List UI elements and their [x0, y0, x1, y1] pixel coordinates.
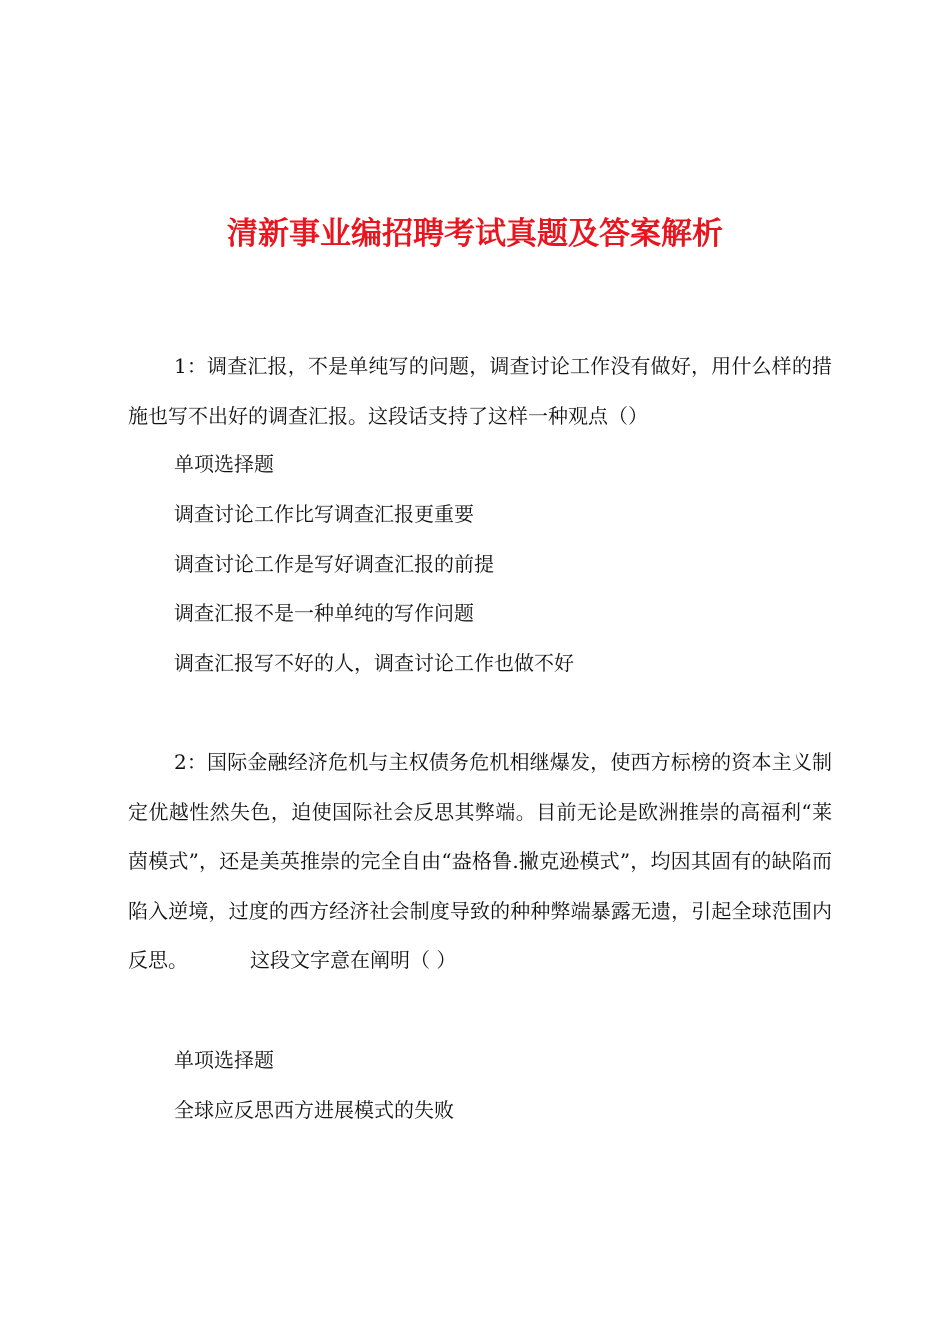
question-1-stem: [128, 342, 832, 441]
question-1-option-a: 调查讨论工作比写调查汇报更重要: [174, 502, 474, 526]
question-2-type: 单项选择题: [174, 1048, 274, 1072]
question-2-stem-text: 2：国际金融经济危机与主权债务危机相继爆发，使西方标榜的资本主义制定优越性然失色，迫使国际社会反思其弊端。目前无论是欧洲推崇的高福利“莱茵模式”，还是美英推崇的完全自由“盎格鲁.撇克逊模式”，均因其固有的缺陷而陷入逆境，过度的西方经济社会制度导致的种种弊端暴露无遗，引起全球范围内反思。: [128, 750, 832, 973]
question-2-stem-tail: 这段文字意在阐明（ ）: [250, 948, 457, 973]
question-1-stem-text: 1：调查汇报，不是单纯写的问题，调查讨论工作没有做好，用什么样的措施也写不出好的调查汇报。这段话支持了这样一种观点（）: [128, 354, 832, 428]
question-1-type: 单项选择题: [174, 452, 274, 476]
question-1-option-d: 调查汇报写不好的人，调查讨论工作也做不好: [174, 651, 574, 675]
document-title: 清新事业编招聘考试真题及答案解析: [227, 216, 723, 252]
question-2-stem: [128, 738, 832, 986]
question-2-option-a: 全球应反思西方进展模式的失败: [174, 1098, 454, 1122]
question-1-option-b: 调查讨论工作是写好调查汇报的前提: [174, 552, 494, 576]
question-1-option-c: 调查汇报不是一种单纯的写作问题: [174, 601, 474, 625]
